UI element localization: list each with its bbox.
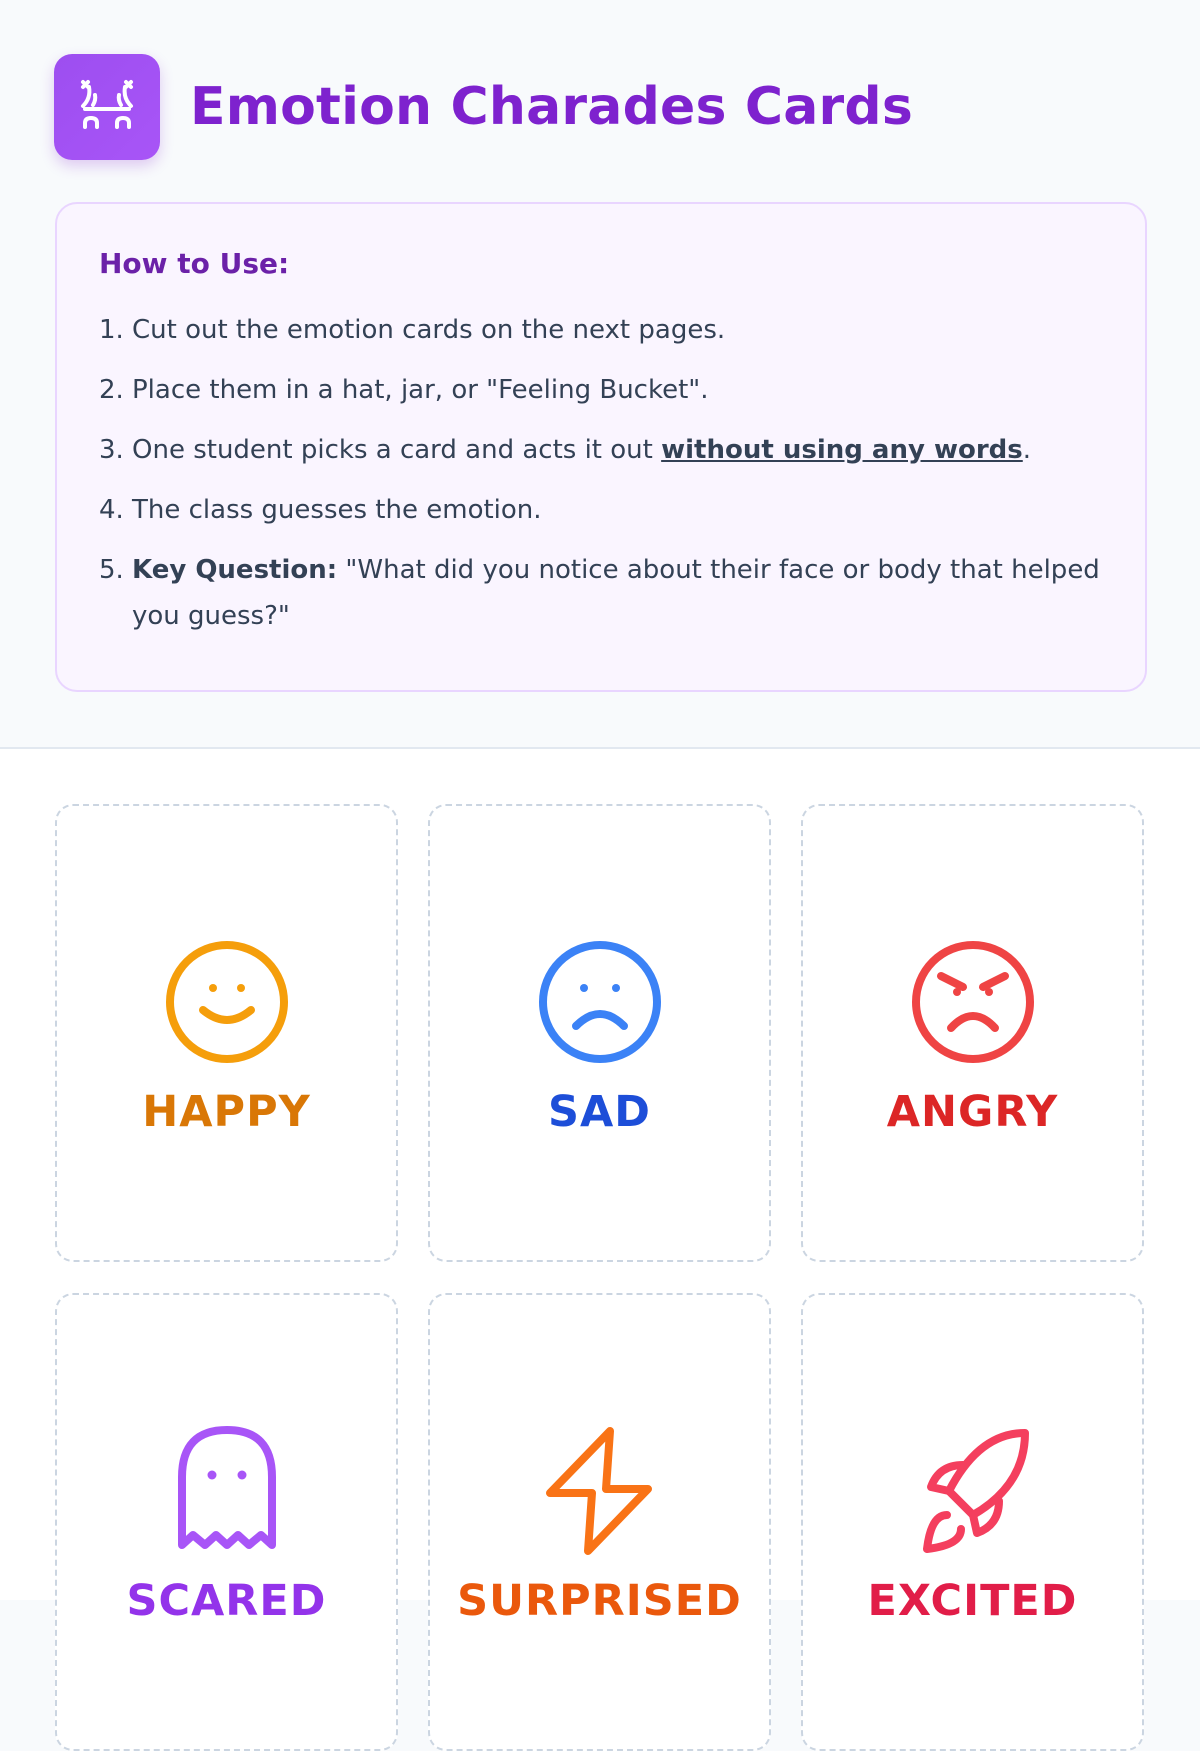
step-number: 3. — [99, 435, 124, 465]
step-text: The class guesses the emotion. — [132, 495, 542, 525]
emotion-label-angry: ANGRY — [886, 1087, 1059, 1137]
theater-masks-icon — [54, 54, 160, 160]
key-question-text: "What did you notice about their face or body that helped you guess?" — [132, 555, 1100, 631]
instruction-step-1 — [99, 307, 1105, 353]
emotion-card-surprised — [428, 1293, 771, 1751]
page-title: Emotion Charades Cards — [190, 77, 913, 137]
emotion-card-angry — [801, 804, 1144, 1262]
step-text — [132, 547, 1105, 639]
emotion-label-sad: SAD — [548, 1087, 651, 1137]
emotion-card-sad — [428, 804, 771, 1262]
instruction-step-5 — [99, 547, 1105, 639]
ghost-icon — [161, 1425, 293, 1557]
instruction-step-3 — [99, 427, 1105, 473]
step-number: 5. — [99, 555, 124, 585]
emotion-card-happy — [55, 804, 398, 1262]
instruction-step-2 — [99, 367, 1105, 413]
instructions-list — [99, 307, 1105, 639]
step-text: Cut out the emotion cards on the next pages. — [132, 315, 726, 345]
step-number: 1. — [99, 315, 124, 345]
emotion-card-scared — [55, 1293, 398, 1751]
key-question-label: Key Question: — [132, 555, 338, 585]
instructions-heading: How to Use: — [99, 247, 290, 280]
step-text: Place them in a hat, jar, or "Feeling Bucket". — [132, 375, 709, 405]
angry-face-icon — [907, 936, 1039, 1068]
step-number: 2. — [99, 375, 124, 405]
smile-face-icon — [161, 936, 293, 1068]
emotion-label-happy: HAPPY — [142, 1087, 311, 1137]
step-text — [132, 427, 1105, 473]
instruction-step-4 — [99, 487, 1105, 533]
emotion-card-excited — [801, 1293, 1144, 1751]
step-text-before: One student picks a card and acts it out — [132, 435, 662, 465]
emotion-label-surprised: SURPRISED — [457, 1576, 742, 1626]
lightning-bolt-icon — [534, 1425, 666, 1557]
page-header — [54, 54, 913, 160]
rocket-icon — [907, 1425, 1039, 1557]
how-to-use-panel — [55, 202, 1147, 692]
emotion-label-excited: EXCITED — [867, 1576, 1078, 1626]
sad-face-icon — [534, 936, 666, 1068]
emotion-label-scared: SCARED — [126, 1576, 327, 1626]
step-number: 4. — [99, 495, 124, 525]
step-text-after: . — [1022, 435, 1032, 465]
step-emphasis: without using any words — [661, 435, 1023, 465]
